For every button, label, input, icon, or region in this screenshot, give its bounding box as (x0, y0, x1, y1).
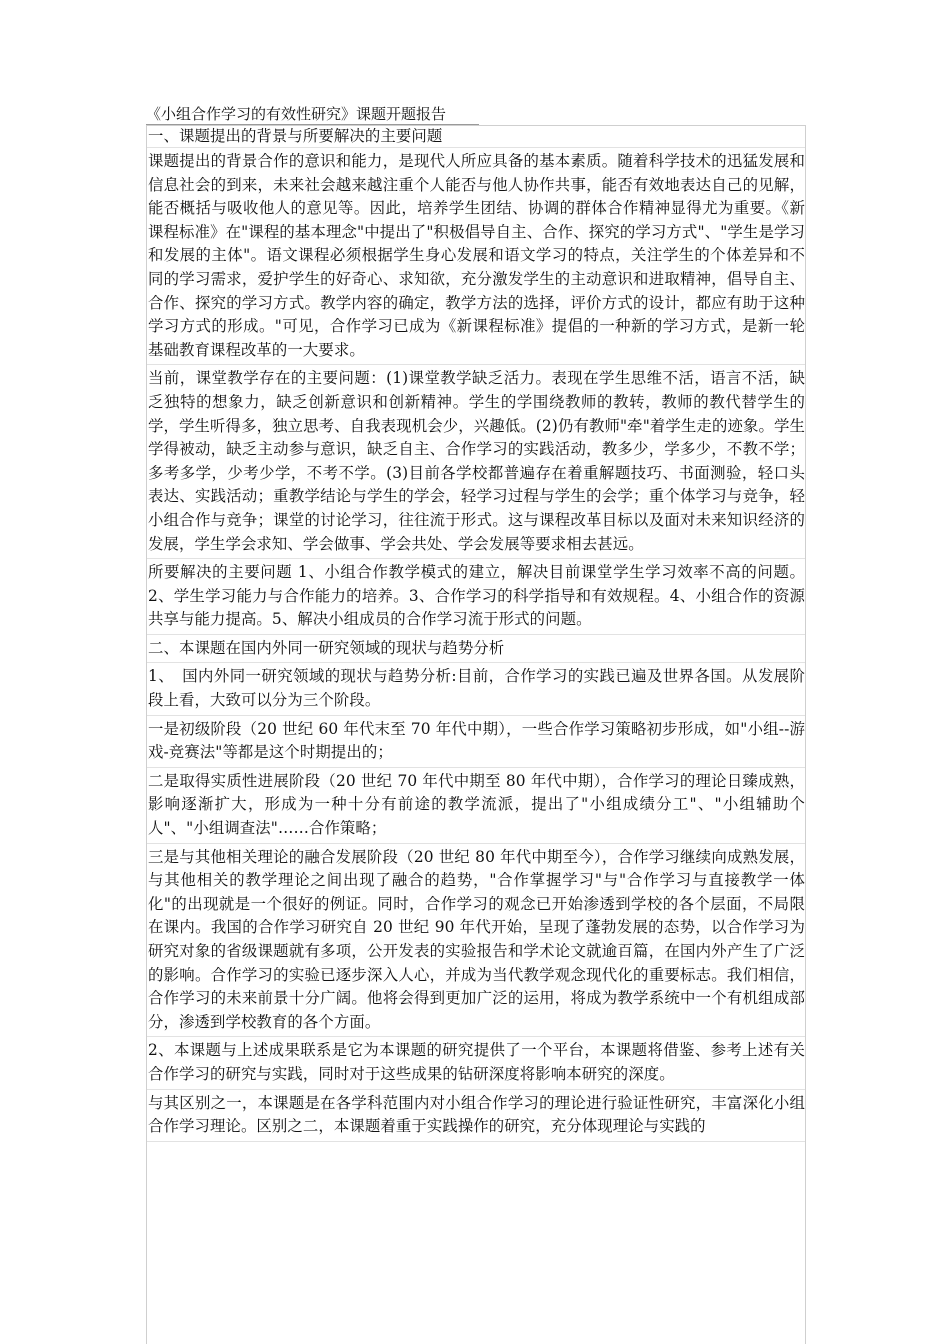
section-heading-1: 一、课题提出的背景与所要解决的主要问题 (147, 126, 805, 148)
paragraph-background: 课题提出的背景合作的意识和能力，是现代人所应具备的基本素质。随着科学技术的迅猛发展和信息社会的到来，未来社会越来越注重个人能否与他人协作共事，能否有效地表达自己的见解，能否概括与吸收他人的意见等。因此，培养学生团结、协调的群体合作精神显得尤为重要。《新课程标准》在"课程的基本理念"中提出了"积极倡导自主、合作、探究的学习方式"、"学生是学习和发展的主体"。语文课程必须根据学生身心发展和语文学习的特点，关注学生的个体差异和不同的学习需求，爱护学生的好奇心、求知欲，充分激发学生的主动意识和进取精神，倡导自主、合作、探究的学习方式。教学内容的确定，教学方法的选择，评价方式的设计，都应有助于这种学习方式的形成。"可见，合作学习已成为《新课程标准》提倡的一种新的学习方式，是新一轮基础教育课程改革的一大要求。 (147, 148, 805, 365)
paragraph-stage-two: 二是取得实质性进展阶段（20 世纪 70 年代中期至 80 年代中期），合作学习的理论日臻成熟，影响逐渐扩大，形成为一种十分有前途的教学流派，提出了"小组成绩分工"、"小组辅助个人"、"小组调查法"……合作策略； (147, 768, 805, 844)
document-title: 《小组合作学习的有效性研究》课题开题报告 (146, 105, 447, 123)
paragraph-research-status: 1、 国内外同一研究领域的现状与趋势分析:目前，合作学习的实践已遍及世界各国。从发展阶段上看，大致可以分为三个阶段。 (147, 663, 805, 715)
paragraph-relation: 2、本课题与上述成果联系是它为本课题的研究提供了一个平台，本课题将借鉴、参考上述有关合作学习的研究与实践，同时对于这些成果的钻研深度将影响本研究的深度。 (147, 1037, 805, 1089)
document-body (146, 125, 806, 1344)
paragraph-stage-one: 一是初级阶段（20 世纪 60 年代末至 70 年代中期），一些合作学习策略初步形成，如"小组--游戏-竞赛法"等都是这个时期提出的； (147, 716, 805, 768)
paragraph-stage-three: 三是与其他相关理论的融合发展阶段（20 世纪 80 年代中期至今），合作学习继续向成熟发展，与其他相关的教学理论之间出现了融合的趋势，"合作掌握学习"与"合作学习与直接教学一体化"的出现就是一个很好的例证。同时，合作学习的观念已开始渗透到学校的各个层面，不局限在课内。我国的合作学习研究自 20 世纪 90 年代开始，呈现了蓬勃发展的态势，以合作学习为研究对象的省级课题就有多项，公开发表的实验报告和学术论文就逾百篇，在国内外产生了广泛的影响。合作学习的实验已逐步深入人心，并成为当代教学观念现代化的重要标志。我们相信，合作学习的未来前景十分广阔。他将会得到更加广泛的运用，将成为教学系统中一个有机组成部分，渗透到学校教育的各个方面。 (147, 844, 805, 1038)
paragraph-difference: 与其区别之一，本课题是在各学科范围内对小组合作学习的理论进行验证性研究，丰富深化小组合作学习理论。区别之二，本课题着重于实践操作的研究，充分体现理论与实践的 (147, 1090, 805, 1142)
section-heading-2: 二、本课题在国内外同一研究领域的现状与趋势分析 (147, 635, 805, 664)
paragraph-current-problems: 当前，课堂教学存在的主要问题：(1)课堂教学缺乏活力。表现在学生思维不活，语言不活，缺乏独特的想象力，缺乏创新意识和创新精神。学生的学围绕教师的教转，教师的教代替学生的学，学生听得多，独立思考、自我表现机会少，兴趣低。(2)仍有教师"牵"着学生走的迹象。学生学得被动，缺乏主动参与意识，缺乏自主、合作学习的实践活动，教多少，学多少，不教不学；多考多学，少考少学，不考不学。(3)目前各学校都普遍存在着重解题技巧、书面测验，轻口头表达、实践活动；重教学结论与学生的学会，轻学习过程与学生的会学；重个体学习与竞争，轻小组合作与竞争；课堂的讨论学习，往往流于形式。这与课程改革目标以及面对未来知识经济的发展，学生学会求知、学会做事、学会共处、学会发展等要求相去甚远。 (147, 365, 805, 559)
paragraph-main-problems: 所要解决的主要问题 1、小组合作教学模式的建立，解决目前课堂学生学习效率不高的问题。2、学生学习能力与合作能力的培养。3、合作学习的科学指导和有效规程。4、小组合作的资源共享与能力提高。5、解决小组成员的合作学习流于形式的问题。 (147, 559, 805, 635)
